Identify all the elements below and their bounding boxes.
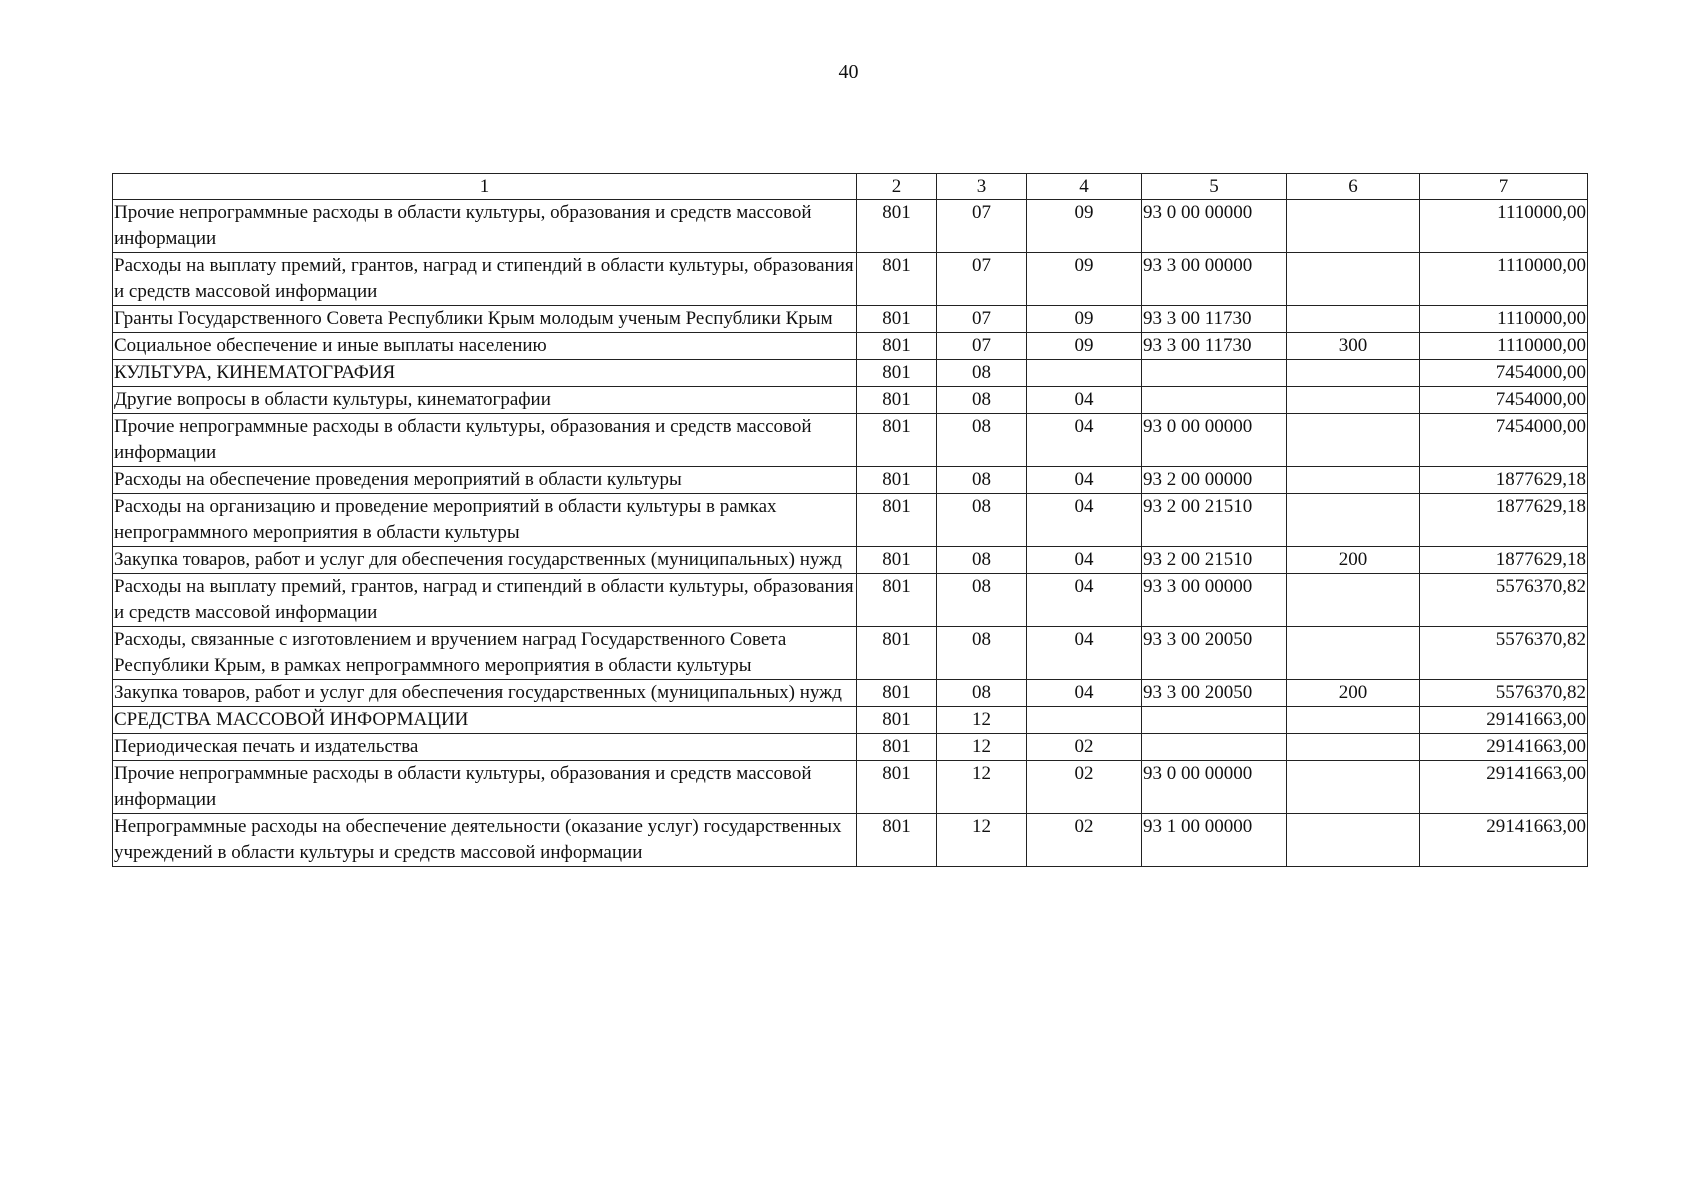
row-section-code: 08 bbox=[937, 547, 1027, 574]
row-name: Закупка товаров, работ и услуг для обеспечения государственных (муниципальных) нужд bbox=[113, 680, 857, 707]
table-row bbox=[113, 627, 1588, 680]
row-target-article: 93 3 00 00000 bbox=[1142, 253, 1287, 306]
row-subsection-code: 02 bbox=[1027, 761, 1142, 814]
row-expense-type bbox=[1287, 761, 1420, 814]
row-section-code: 07 bbox=[937, 306, 1027, 333]
row-expense-type bbox=[1287, 814, 1420, 867]
row-ministry-code: 801 bbox=[857, 494, 937, 547]
row-amount: 29141663,00 bbox=[1420, 814, 1588, 867]
row-amount: 1877629,18 bbox=[1420, 467, 1588, 494]
table-row bbox=[113, 333, 1588, 360]
row-name: СРЕДСТВА МАССОВОЙ ИНФОРМАЦИИ bbox=[113, 707, 857, 734]
row-target-article: 93 0 00 00000 bbox=[1142, 200, 1287, 253]
row-subsection-code: 09 bbox=[1027, 306, 1142, 333]
row-target-article bbox=[1142, 707, 1287, 734]
row-amount: 1877629,18 bbox=[1420, 547, 1588, 574]
row-amount: 1110000,00 bbox=[1420, 253, 1588, 306]
row-name: Социальное обеспечение и иные выплаты населению bbox=[113, 333, 857, 360]
row-ministry-code: 801 bbox=[857, 680, 937, 707]
row-subsection-code bbox=[1027, 360, 1142, 387]
table-row bbox=[113, 387, 1588, 414]
table-row bbox=[113, 306, 1588, 333]
row-section-code: 08 bbox=[937, 494, 1027, 547]
row-amount: 7454000,00 bbox=[1420, 387, 1588, 414]
row-name: Расходы на выплату премий, грантов, наград и стипендий в области культуры, образования и средств массовой информации bbox=[113, 253, 857, 306]
row-target-article: 93 3 00 20050 bbox=[1142, 627, 1287, 680]
row-section-code: 08 bbox=[937, 627, 1027, 680]
row-subsection-code: 04 bbox=[1027, 547, 1142, 574]
row-expense-type bbox=[1287, 200, 1420, 253]
row-subsection-code: 04 bbox=[1027, 387, 1142, 414]
row-section-code: 07 bbox=[937, 200, 1027, 253]
row-section-code: 08 bbox=[937, 387, 1027, 414]
row-name: Прочие непрограммные расходы в области культуры, образования и средств массовой информации bbox=[113, 761, 857, 814]
row-subsection-code: 04 bbox=[1027, 627, 1142, 680]
row-ministry-code: 801 bbox=[857, 761, 937, 814]
row-name: КУЛЬТУРА, КИНЕМАТОГРАФИЯ bbox=[113, 360, 857, 387]
table-row bbox=[113, 574, 1588, 627]
row-ministry-code: 801 bbox=[857, 414, 937, 467]
row-target-article: 93 0 00 00000 bbox=[1142, 761, 1287, 814]
row-amount: 29141663,00 bbox=[1420, 707, 1588, 734]
row-target-article: 93 2 00 21510 bbox=[1142, 547, 1287, 574]
row-ministry-code: 801 bbox=[857, 814, 937, 867]
table-row bbox=[113, 547, 1588, 574]
row-target-article: 93 3 00 11730 bbox=[1142, 306, 1287, 333]
row-name: Расходы, связанные с изготовлением и вручением наград Государственного Совета Республики Крым, в рамках непрограммного мероприятия в области культуры bbox=[113, 627, 857, 680]
row-ministry-code: 801 bbox=[857, 547, 937, 574]
row-target-article: 93 3 00 00000 bbox=[1142, 574, 1287, 627]
row-section-code: 08 bbox=[937, 574, 1027, 627]
row-expense-type bbox=[1287, 574, 1420, 627]
column-header: 1 bbox=[113, 174, 857, 200]
row-section-code: 12 bbox=[937, 734, 1027, 761]
row-ministry-code: 801 bbox=[857, 574, 937, 627]
table-row bbox=[113, 707, 1588, 734]
row-section-code: 12 bbox=[937, 707, 1027, 734]
row-name: Прочие непрограммные расходы в области культуры, образования и средств массовой информации bbox=[113, 200, 857, 253]
table-row bbox=[113, 200, 1588, 253]
row-target-article: 93 0 00 00000 bbox=[1142, 414, 1287, 467]
row-section-code: 08 bbox=[937, 414, 1027, 467]
row-name: Периодическая печать и издательства bbox=[113, 734, 857, 761]
row-section-code: 08 bbox=[937, 360, 1027, 387]
column-header: 5 bbox=[1142, 174, 1287, 200]
row-amount: 5576370,82 bbox=[1420, 627, 1588, 680]
row-amount: 1110000,00 bbox=[1420, 200, 1588, 253]
row-ministry-code: 801 bbox=[857, 306, 937, 333]
row-subsection-code: 04 bbox=[1027, 494, 1142, 547]
row-target-article: 93 1 00 00000 bbox=[1142, 814, 1287, 867]
row-ministry-code: 801 bbox=[857, 333, 937, 360]
header-row bbox=[113, 174, 1588, 200]
row-subsection-code: 04 bbox=[1027, 414, 1142, 467]
row-name: Другие вопросы в области культуры, кинематографии bbox=[113, 387, 857, 414]
table-row bbox=[113, 253, 1588, 306]
row-amount: 29141663,00 bbox=[1420, 761, 1588, 814]
row-target-article bbox=[1142, 360, 1287, 387]
table-header bbox=[113, 174, 1588, 200]
column-header: 7 bbox=[1420, 174, 1588, 200]
row-ministry-code: 801 bbox=[857, 387, 937, 414]
page-number: 40 bbox=[838, 61, 859, 83]
row-section-code: 12 bbox=[937, 761, 1027, 814]
row-name: Закупка товаров, работ и услуг для обеспечения государственных (муниципальных) нужд bbox=[113, 547, 857, 574]
row-expense-type bbox=[1287, 414, 1420, 467]
row-name: Расходы на организацию и проведение мероприятий в области культуры в рамках непрограммного мероприятия в области культуры bbox=[113, 494, 857, 547]
row-expense-type bbox=[1287, 707, 1420, 734]
row-subsection-code: 04 bbox=[1027, 467, 1142, 494]
row-subsection-code: 09 bbox=[1027, 253, 1142, 306]
column-header: 2 bbox=[857, 174, 937, 200]
row-section-code: 07 bbox=[937, 253, 1027, 306]
column-header: 4 bbox=[1027, 174, 1142, 200]
table-body bbox=[113, 200, 1588, 867]
row-expense-type bbox=[1287, 360, 1420, 387]
table-row bbox=[113, 467, 1588, 494]
row-target-article: 93 2 00 00000 bbox=[1142, 467, 1287, 494]
row-name: Прочие непрограммные расходы в области культуры, образования и средств массовой информации bbox=[113, 414, 857, 467]
row-expense-type bbox=[1287, 494, 1420, 547]
row-amount: 1110000,00 bbox=[1420, 333, 1588, 360]
row-name: Непрограммные расходы на обеспечение деятельности (оказание услуг) государственных учреждений в области культуры и средств массовой информации bbox=[113, 814, 857, 867]
row-ministry-code: 801 bbox=[857, 200, 937, 253]
row-target-article bbox=[1142, 387, 1287, 414]
table-row bbox=[113, 734, 1588, 761]
row-ministry-code: 801 bbox=[857, 467, 937, 494]
row-expense-type bbox=[1287, 387, 1420, 414]
row-amount: 7454000,00 bbox=[1420, 360, 1588, 387]
row-expense-type bbox=[1287, 253, 1420, 306]
column-header: 3 bbox=[937, 174, 1027, 200]
table-row bbox=[113, 680, 1588, 707]
row-subsection-code: 02 bbox=[1027, 734, 1142, 761]
row-amount: 5576370,82 bbox=[1420, 574, 1588, 627]
row-subsection-code: 04 bbox=[1027, 574, 1142, 627]
budget-table bbox=[112, 173, 1588, 867]
row-amount: 5576370,82 bbox=[1420, 680, 1588, 707]
table-row bbox=[113, 494, 1588, 547]
row-ministry-code: 801 bbox=[857, 734, 937, 761]
table-row bbox=[113, 761, 1588, 814]
row-target-article: 93 2 00 21510 bbox=[1142, 494, 1287, 547]
row-amount: 1877629,18 bbox=[1420, 494, 1588, 547]
row-expense-type: 300 bbox=[1287, 333, 1420, 360]
row-target-article: 93 3 00 11730 bbox=[1142, 333, 1287, 360]
row-target-article: 93 3 00 20050 bbox=[1142, 680, 1287, 707]
row-expense-type: 200 bbox=[1287, 547, 1420, 574]
row-ministry-code: 801 bbox=[857, 707, 937, 734]
row-amount: 7454000,00 bbox=[1420, 414, 1588, 467]
row-subsection-code bbox=[1027, 707, 1142, 734]
row-amount: 1110000,00 bbox=[1420, 306, 1588, 333]
row-subsection-code: 09 bbox=[1027, 333, 1142, 360]
row-amount: 29141663,00 bbox=[1420, 734, 1588, 761]
row-name: Расходы на выплату премий, грантов, наград и стипендий в области культуры, образования и средств массовой информации bbox=[113, 574, 857, 627]
row-section-code: 07 bbox=[937, 333, 1027, 360]
row-section-code: 08 bbox=[937, 680, 1027, 707]
row-expense-type bbox=[1287, 627, 1420, 680]
table-row bbox=[113, 414, 1588, 467]
row-expense-type bbox=[1287, 306, 1420, 333]
row-ministry-code: 801 bbox=[857, 627, 937, 680]
row-expense-type: 200 bbox=[1287, 680, 1420, 707]
column-header: 6 bbox=[1287, 174, 1420, 200]
row-expense-type bbox=[1287, 467, 1420, 494]
row-subsection-code: 04 bbox=[1027, 680, 1142, 707]
row-section-code: 08 bbox=[937, 467, 1027, 494]
row-name: Расходы на обеспечение проведения мероприятий в области культуры bbox=[113, 467, 857, 494]
row-target-article bbox=[1142, 734, 1287, 761]
row-subsection-code: 02 bbox=[1027, 814, 1142, 867]
row-section-code: 12 bbox=[937, 814, 1027, 867]
row-ministry-code: 801 bbox=[857, 253, 937, 306]
row-name: Гранты Государственного Совета Республики Крым молодым ученым Республики Крым bbox=[113, 306, 857, 333]
table-row bbox=[113, 360, 1588, 387]
table-row bbox=[113, 814, 1588, 867]
row-expense-type bbox=[1287, 734, 1420, 761]
row-subsection-code: 09 bbox=[1027, 200, 1142, 253]
row-ministry-code: 801 bbox=[857, 360, 937, 387]
